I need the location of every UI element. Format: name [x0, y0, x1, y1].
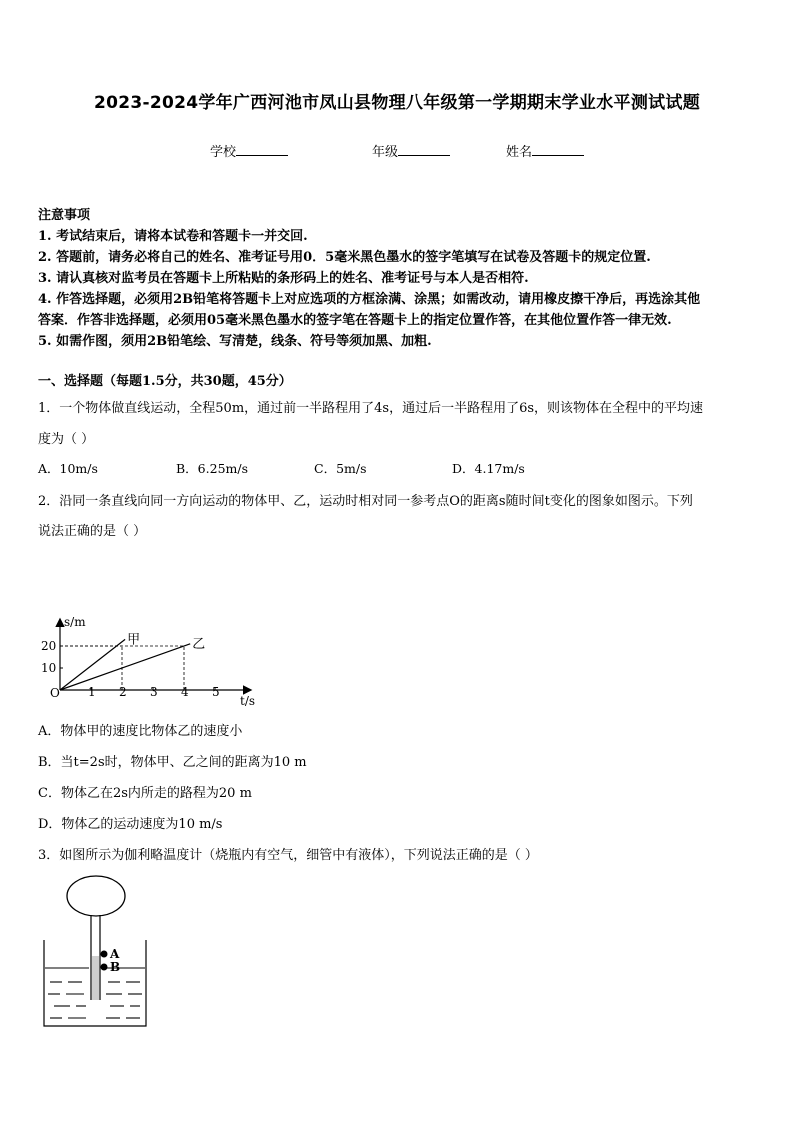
x-tick-label: 2 — [119, 685, 127, 699]
q2-stem-line2: 说法正确的是（ ） — [38, 524, 147, 539]
school-field — [210, 141, 288, 160]
point-a-marker — [101, 951, 108, 958]
series-line-yi — [60, 644, 190, 690]
y-tick-label: 10 — [41, 661, 57, 675]
name-field — [506, 141, 584, 160]
x-tick-label: 5 — [212, 685, 220, 699]
page-title: 2023-2024学年广西河池市凤山县物理八年级第一学期期末学业水平测试试题 — [93, 93, 701, 113]
x-tick-label: 1 — [88, 685, 96, 699]
q2-option-d[interactable]: D．物体乙的运动速度为10 m/s — [38, 817, 223, 832]
q1-option-d[interactable]: D．4.17m/s — [452, 461, 525, 476]
series-line-jia — [60, 639, 125, 690]
point-b-label: B — [110, 960, 121, 974]
x-tick-label: 3 — [150, 685, 158, 699]
notice-item-1: 1. 考试结束后，请将本试卷和答题卡一并交回. — [38, 229, 308, 244]
y-axis-label: s/m — [64, 615, 86, 629]
series-label-yi: 乙 — [192, 636, 206, 652]
s-t-graph — [40, 545, 280, 710]
q1-option-b[interactable]: B．6.25m/s — [176, 461, 248, 476]
galileo-thermometer-figure — [40, 870, 155, 1030]
name-label: 姓名 — [506, 145, 533, 160]
q1-option-a[interactable]: A．10m/s — [38, 461, 98, 476]
origin-label: O — [50, 686, 60, 700]
notice-item-4: 4. 作答选择题，必须用2B铅笔将答题卡上对应选项的方框涂满、涂黑；如需改动，请用橡皮擦干净后，再选涂其他 — [38, 292, 701, 307]
notice-item-2: 2. 答题前，请务必将自己的姓名、准考证号用0．5毫米黑色墨水的签字笔填写在试卷及答题卡的规定位置. — [38, 250, 651, 265]
y-tick-label: 20 — [41, 639, 57, 653]
notice-item-5: 5. 如需作图，须用2B铅笔绘、写清楚，线条、符号等须加黑、加粗. — [38, 334, 432, 349]
q2-stem-line1: 2．沿同一条直线向同一方向运动的物体甲、乙，运动时相对同一参考点O的距离s随时间t变化的图象如图示。下列 — [38, 494, 693, 509]
q1-option-c[interactable]: C．5m/s — [314, 461, 367, 476]
q2-option-a[interactable]: A．物体甲的速度比物体乙的速度小 — [38, 724, 243, 739]
series-label-jia: 甲 — [127, 632, 141, 648]
q1-stem-line2: 度为（ ） — [38, 432, 95, 447]
tube-liquid — [92, 956, 99, 1000]
notice-item-4-cont: 答案．作答非选择题，必须用05毫米黑色墨水的签字笔在答题卡上的指定位置作答，在其他位置作答一律无效. — [38, 313, 672, 328]
school-blank[interactable] — [236, 143, 288, 156]
q1-stem-line1: 1．一个物体做直线运动，全程50m，通过前一半路程用了4s，通过后一半路程用了6s，则该物体在全程中的平均速 — [38, 401, 704, 416]
q2-option-c[interactable]: C．物体乙在2s内所走的路程为20 m — [38, 786, 252, 801]
notice-item-3: 3. 请认真核对监考员在答题卡上所粘贴的条形码上的姓名、准考证号与本人是否相符. — [38, 271, 529, 286]
name-blank[interactable] — [532, 143, 584, 156]
grade-field — [372, 141, 450, 160]
point-b-marker — [101, 964, 108, 971]
x-axis-label: t/s — [240, 694, 256, 708]
school-label: 学校 — [210, 145, 237, 160]
x-tick-label: 4 — [181, 685, 189, 699]
grade-blank[interactable] — [398, 143, 450, 156]
section-heading: 一、选择题（每题1.5分，共30题，45分） — [38, 374, 292, 389]
grade-label: 年级 — [372, 145, 399, 160]
point-a-label: A — [110, 947, 120, 961]
notice-heading: 注意事项 — [38, 208, 91, 223]
flask-bulb — [67, 876, 125, 916]
q2-option-b[interactable]: B．当t=2s时，物体甲、乙之间的距离为10 m — [38, 755, 307, 770]
q3-stem: 3．如图所示为伽利略温度计（烧瓶内有空气，细管中有液体），下列说法正确的是（ ） — [38, 848, 538, 863]
